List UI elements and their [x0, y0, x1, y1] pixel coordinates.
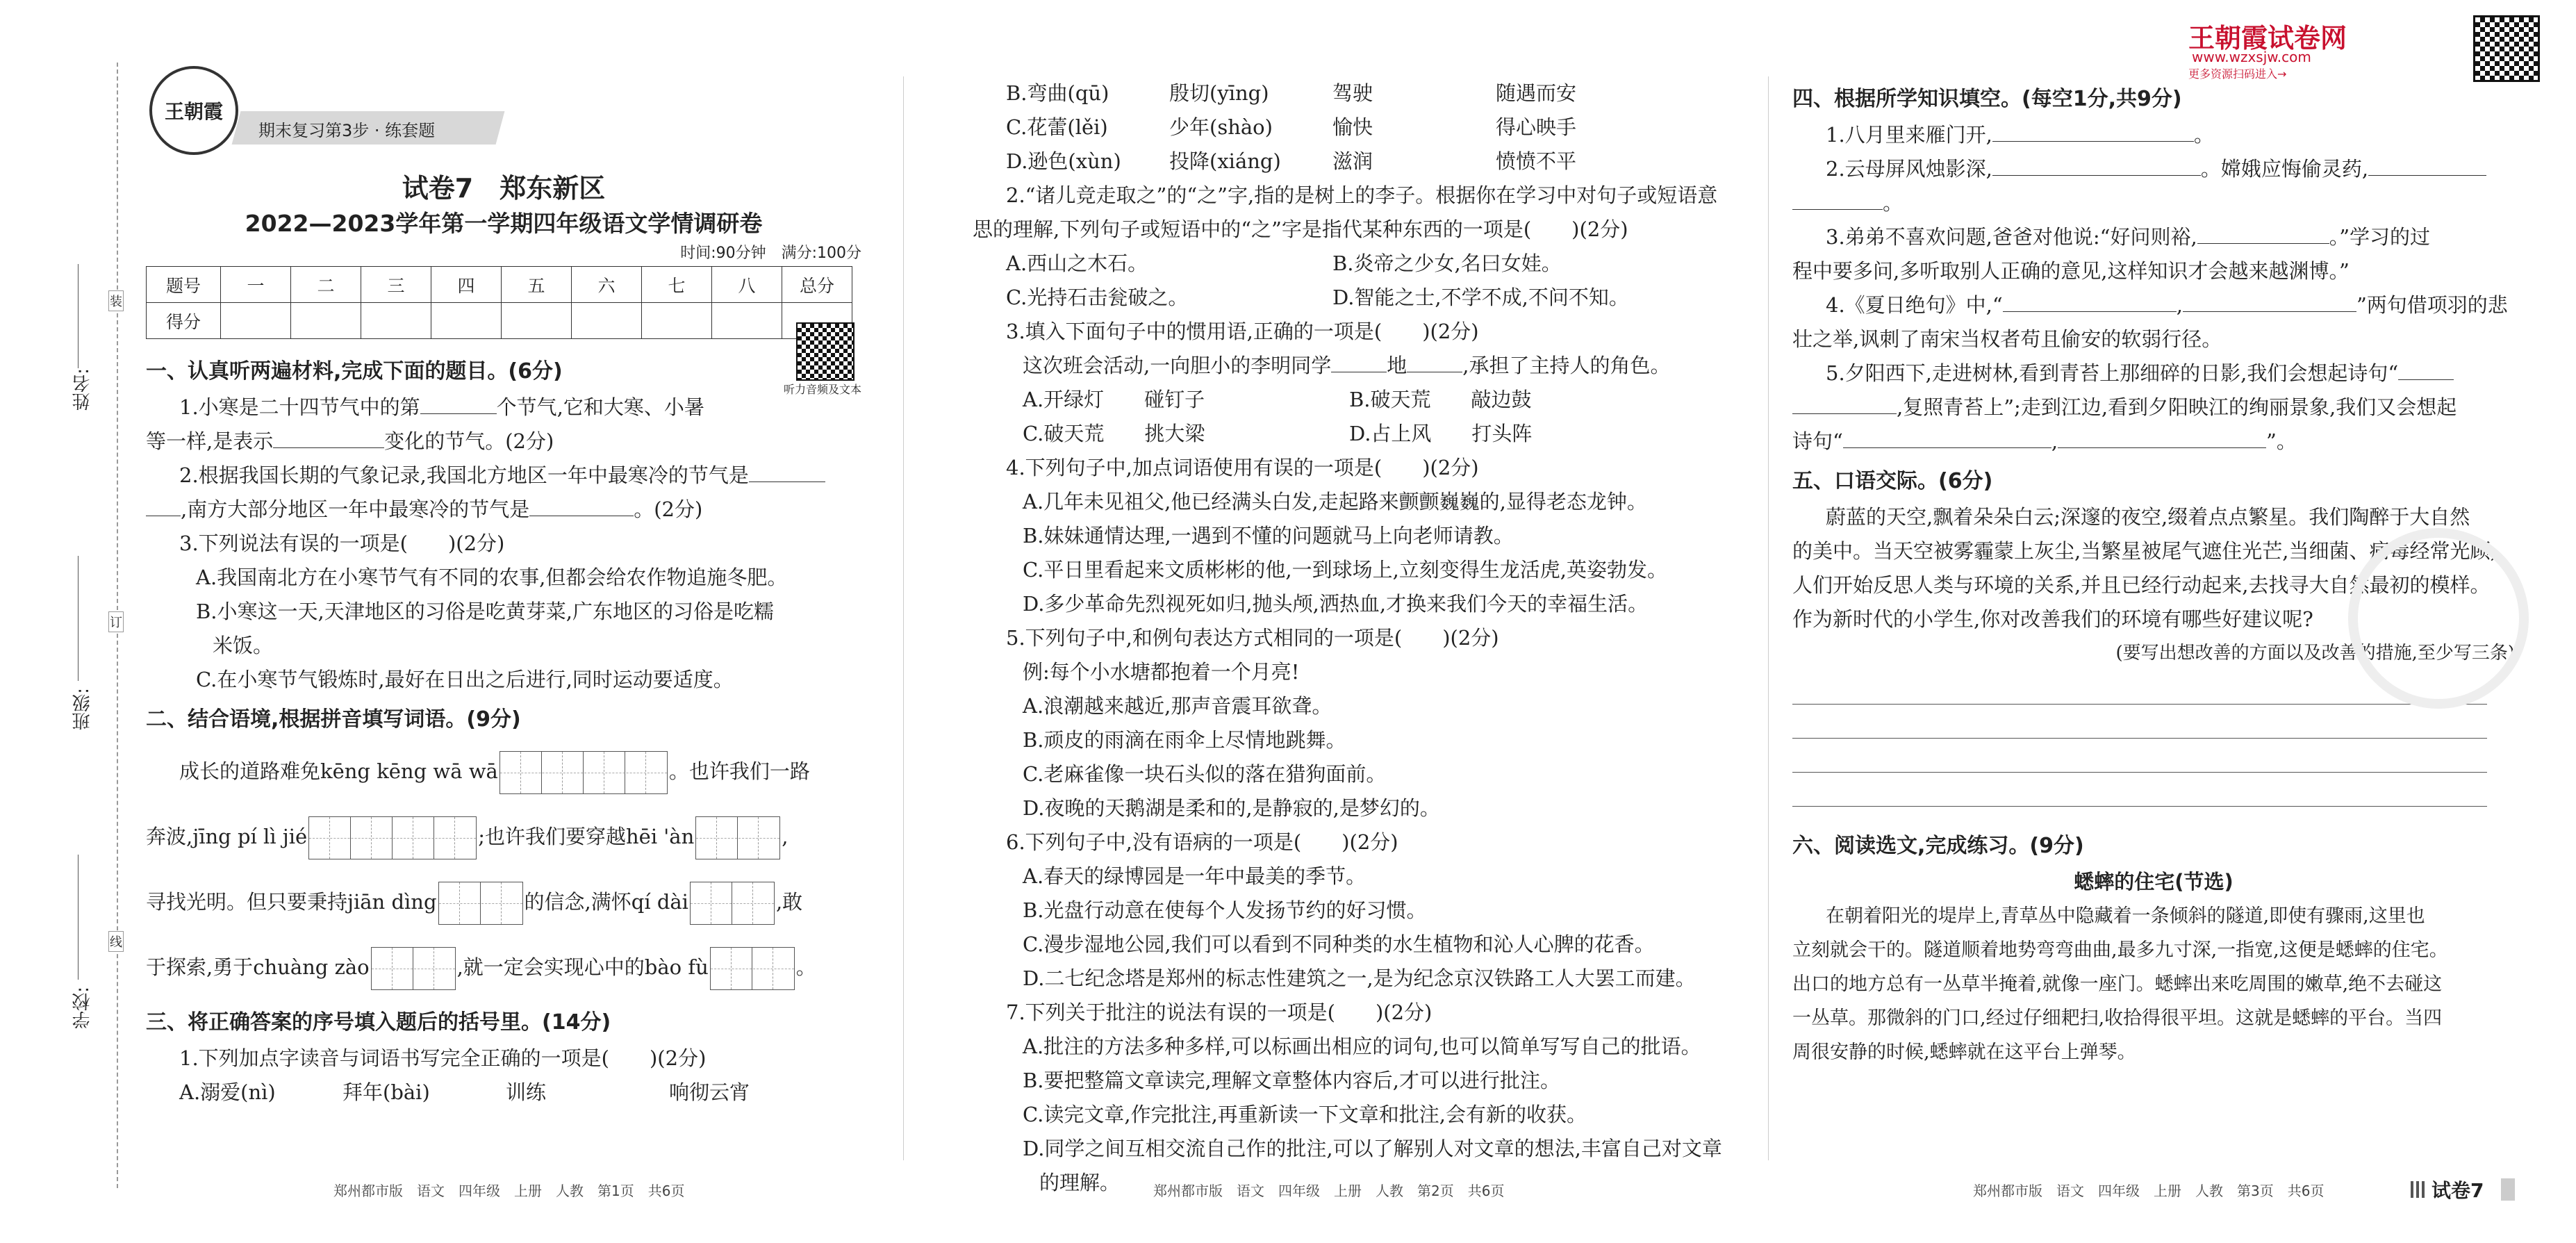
pinyin-line-2 [146, 804, 861, 869]
q4-2 [1792, 152, 2515, 186]
page-divider [1768, 76, 1769, 1160]
text: 成长的道路难免kēng kēng wā wā [179, 759, 498, 783]
q1-3-option-b-cont: 米饭。 [213, 634, 274, 657]
answer-blank[interactable] [749, 461, 825, 482]
q3-1: 1.下列加点字读音与词语书写完全正确的一项是( )(2分) [179, 1046, 707, 1070]
pinyin-writing-grid[interactable] [710, 947, 795, 990]
article-line: 在朝着阳光的堤岸上,青草丛中隐藏着一条倾斜的隧道,即使有骤雨,这里也 [1826, 905, 2425, 927]
answer-blank[interactable] [1331, 351, 1387, 372]
q4-5-cont [1792, 390, 2515, 425]
answer-blank[interactable] [1992, 154, 2201, 176]
text: , [2051, 429, 2058, 453]
s5-requirement: (要写出想改善的方面以及改善的措施,至少写三条) [2115, 643, 2515, 664]
text: 4.《夏日绝句》中,“ [1826, 293, 2003, 317]
text: 奔波,jīng pí lì jié [146, 825, 308, 848]
q3-7: 7.下列关于批注的说法有误的一项是( )(2分) [1006, 1001, 1433, 1024]
step-label: 期末复习第3步 · 练套题 [258, 121, 436, 140]
answer-line[interactable] [1792, 739, 2487, 773]
text: ”两句借项羽的悲 [2356, 293, 2508, 317]
q3-7-option-d: D.同学之间互相交流自己作的批注,可以了解别人对文章的想法,丰富自己对文章 [1023, 1137, 1722, 1160]
q3-5: 5.下列句子中,和例句表达方式相同的一项是( )(2分) [1006, 626, 1499, 650]
score-cell[interactable] [291, 303, 361, 339]
text: , [782, 825, 789, 848]
text: 3.弟弟不喜欢问题,爸爸对他说:“好问则裕, [1826, 225, 2197, 249]
score-cell[interactable] [431, 303, 502, 339]
answer-blank[interactable] [1792, 188, 1883, 210]
article-line: 周很安静的时候,蟋蟀就在这平台上弹琴。 [1792, 1042, 2136, 1063]
option: B.破天荒 敲边鼓 [1349, 388, 1532, 411]
option: C.破天荒 挑大梁 [1023, 422, 1205, 445]
q3-5-example: 例:每个小水塘都抱着一个月亮! [1023, 660, 1300, 684]
text: 等一样,是表示 [146, 429, 274, 453]
footer-tag-bar [2501, 1178, 2515, 1201]
q1-3-option-c: C.在小寒节气锻炼时,最好在日出之后进行,同时运动要适度。 [196, 668, 734, 691]
option-part: 随遇而安 [1496, 81, 1577, 105]
answer-blank[interactable] [2183, 290, 2356, 312]
q3-3-options-cd [973, 417, 1737, 451]
binding-mark-2: 订 [108, 611, 124, 632]
answer-blank[interactable] [1843, 427, 2051, 448]
text: 。”学习的过 [2329, 225, 2431, 249]
score-header-cell: 一 [221, 267, 291, 303]
score-header-cell: 六 [572, 267, 642, 303]
q1-3-option-a: A.我国南北方在小寒节气有不同的农事,但都会给农作物追施冬肥。 [196, 566, 788, 589]
s5-paragraph-line: 的美中。当天空被雾霾蒙上灰尘,当繁星被尾气遮住光芒,当细菌、病毒经常光顾, [1792, 539, 2497, 563]
page-divider [903, 76, 904, 1160]
qr-caption: 听力音频及文本 [783, 383, 861, 396]
option-part: 殷切(yīng) [1169, 81, 1269, 105]
answer-blank[interactable] [420, 393, 497, 414]
option-part: 训练 [506, 1080, 547, 1104]
q1-1 [146, 390, 861, 425]
answer-blank[interactable] [1992, 120, 2194, 142]
paper-title: 试卷7 郑东新区 [402, 173, 606, 204]
brand-name: 王朝霞试卷网 [2188, 23, 2347, 53]
pinyin-writing-grid[interactable] [371, 947, 456, 990]
q4-3 [1792, 220, 2515, 254]
q3-4-option-b: B.妹妹通情达理,一遇到不懂的问题就马上向老师请教。 [1023, 524, 1514, 548]
footer-paper-tag: 试卷7 [2431, 1179, 2484, 1202]
footer-page-3: 郑州都市版 语文 四年级 上册 人教 第3页 共6页 [1973, 1183, 2325, 1199]
q3-2-cont: 思的理解,下列句子或短语中的“之”字是指代某种东西的一项是( )(2分) [973, 217, 1628, 241]
watermark-seal-icon [2348, 528, 2529, 709]
score-header-cell: 四 [431, 267, 502, 303]
q4-5-cont2 [1792, 425, 2515, 459]
text: 。 [795, 955, 816, 979]
answer-line[interactable] [1792, 773, 2487, 807]
article-title: 蟋蟀的住宅(节选) [2074, 870, 2234, 894]
score-header-cell: 总分 [782, 267, 852, 303]
pinyin-line-3 [146, 869, 861, 935]
q1-1-cont [146, 425, 861, 459]
option-part: D.逊色(xùn) [1006, 149, 1121, 173]
q3-1-option-d [973, 145, 1737, 179]
score-cell[interactable] [712, 303, 782, 339]
q3-4: 4.下列句子中,加点词语使用有误的一项是( )(2分) [1006, 456, 1479, 479]
q3-4-option-a: A.几年未见祖父,他已经满头白发,走起路来颤颤巍巍的,显得老态龙钟。 [1023, 490, 1647, 513]
pinyin-line-4 [146, 935, 861, 1000]
option-part: 拜年(bài) [342, 1080, 430, 1104]
q3-3-options-ab [973, 383, 1737, 417]
score-table [146, 266, 852, 339]
option: C.光持石击瓮破之。 [1006, 286, 1189, 309]
pinyin-writing-grid[interactable] [695, 816, 780, 859]
q3-5-option-b: B.顽皮的雨滴在雨伞上尽情地跳舞。 [1023, 728, 1346, 752]
answer-blank[interactable] [529, 495, 634, 516]
q1-2-cont [146, 493, 861, 527]
q3-1-option-b [973, 76, 1737, 110]
text: 个节气,它和大寒、小暑 [496, 395, 704, 419]
q1-2 [146, 459, 861, 493]
s5-paragraph-line: 人们开始反思人类与环境的关系,并且已经行动起来,去找寻大自然最初的模样。 [1792, 573, 2491, 597]
time-score: 时间:90分钟 满分:100分 [680, 245, 861, 262]
text: 5.夕阳西下,走进树林,看到青苔上那细碎的日影,我们会想起诗句“ [1826, 361, 2399, 385]
option-part: C.花蕾(lěi) [1006, 115, 1108, 139]
q3-4-option-d: D.多少革命先烈视死如归,抛头颅,洒热血,才换来我们今天的幸福生活。 [1023, 592, 1649, 616]
text: 2.根据我国长期的气象记录,我国北方地区一年中最寒冷的节气是 [179, 463, 749, 487]
article-line: 立刻就会干的。隧道顺着地势弯弯曲曲,最多九寸深,一指宽,这便是蟋蟀的住宅。 [1792, 939, 2448, 961]
option: D.智能之士,不学不成,不问不知。 [1332, 286, 1629, 309]
q4-1 [1792, 118, 2515, 152]
option-part: 得心映手 [1496, 115, 1577, 139]
article-line: 一丛草。那微斜的门口,经过仔细耙扫,收拾得很平坦。这就是蟋蟀的平台。当四 [1792, 1007, 2443, 1029]
q3-6-option-a: A.春天的绿博园是一年中最美的季节。 [1023, 864, 1367, 888]
text: ,敢 [775, 890, 803, 914]
text: 地 [1387, 354, 1407, 377]
text: 寻找光明。但只要秉持jiān dìng [146, 890, 437, 914]
text: 于探索,勇于chuàng zào [146, 955, 370, 979]
s5-paragraph-line: 作为新时代的小学生,你对改善我们的环境有哪些好建议呢? [1792, 607, 2313, 631]
answer-blank[interactable] [146, 495, 181, 516]
q4-4 [1792, 288, 2515, 322]
text: 1.小寒是二十四节气中的第 [179, 395, 420, 419]
score-row [147, 303, 852, 339]
name-label: 姓名: [72, 368, 93, 411]
paper-subtitle: 2022—2023学年第一学期四年级语文学情调研卷 [245, 210, 763, 237]
section-1-title: 一、认真听两遍材料,完成下面的题目。(6分) [146, 359, 563, 384]
q1-3: 3.下列说法有误的一项是( )(2分) [179, 532, 505, 555]
q3-2-options-cd [973, 281, 1737, 315]
footer-page-1: 郑州都市版 语文 四年级 上册 人教 第1页 共6页 [333, 1183, 685, 1199]
section-5-title: 五、口语交际。(6分) [1792, 469, 1993, 493]
option: A.西山之木石。 [1006, 252, 1148, 275]
option-part: 愤愤不平 [1496, 149, 1577, 173]
text: 。 [2193, 123, 2214, 147]
q4-4-cont: 壮之举,讽刺了南宋当权者苟且偷安的软弱行径。 [1792, 327, 2222, 351]
q3-5-option-c: C.老麻雀像一块石头似的落在猎狗面前。 [1023, 762, 1387, 786]
s5-paragraph-line: 蔚蓝的天空,飘着朵朵白云;深邃的夜空,缀着点点繁星。我们陶醉于大自然 [1826, 505, 2470, 529]
brand-tagline: 更多资源扫码进入→ [2188, 67, 2287, 81]
q3-6-option-c: C.漫步湿地公园,我们可以看到不同种类的水生植物和沁人心脾的花香。 [1023, 932, 1655, 956]
answer-blank[interactable] [2197, 222, 2329, 244]
q3-7-option-a: A.批注的方法多种多样,可以标画出相应的词句,也可以简单写写自己的批语。 [1023, 1035, 1701, 1058]
logo-text: 王朝霞 [164, 100, 223, 123]
text: ,就一定会实现心中的bào fù [456, 955, 709, 979]
text: 的信念,满怀qí dài [524, 890, 688, 914]
pinyin-writing-grid[interactable] [438, 882, 523, 925]
q3-3: 3.填入下面句子中的惯用语,正确的一项是( )(2分) [1006, 320, 1479, 343]
pinyin-writing-grid[interactable] [499, 751, 668, 794]
section-4-title: 四、根据所学知识填空。(每空1分,共9分) [1792, 87, 2182, 111]
score-header-cell: 七 [642, 267, 712, 303]
text: 变化的节气。(2分) [384, 429, 554, 453]
q3-7-option-d-cont: 的理解。 [1039, 1171, 1121, 1194]
text: ”。 [2266, 429, 2297, 453]
brand-qr-icon[interactable] [2473, 15, 2540, 82]
score-cell[interactable] [642, 303, 712, 339]
score-cell[interactable] [502, 303, 572, 339]
answer-blank[interactable] [1792, 393, 1897, 414]
q3-7-option-c: C.读完文章,作完批注,再重新读一下文章和批注,会有新的收获。 [1023, 1103, 1587, 1126]
answer-blank[interactable] [2003, 290, 2177, 312]
answer-blank[interactable] [2368, 154, 2486, 176]
text: , [2176, 293, 2183, 317]
footer-stripe [2411, 1181, 2426, 1198]
q3-5-option-a: A.浪潮越来越近,那声音震耳欲聋。 [1023, 694, 1332, 718]
score-header-row [147, 267, 852, 303]
q3-7-option-b: B.要把整篇文章读完,理解文章整体内容后,才可以进行批注。 [1023, 1069, 1560, 1092]
class-field-line[interactable] [78, 556, 79, 681]
q3-1-option-c [973, 110, 1737, 145]
pinyin-writing-grid[interactable] [690, 882, 775, 925]
score-cell[interactable] [572, 303, 642, 339]
class-label: 班级: [72, 688, 93, 730]
text: 。 [1883, 191, 1904, 215]
text: ;也许我们要穿越hēi 'àn [478, 825, 695, 848]
column-page-1 [146, 76, 861, 1110]
option-part: 驾驶 [1332, 81, 1373, 105]
text: 。(2分) [634, 497, 703, 521]
answer-blank[interactable] [273, 427, 384, 448]
score-header-cell: 二 [291, 267, 361, 303]
column-page-2 [973, 76, 1737, 1200]
binding-mark-1: 装 [108, 290, 124, 311]
text: 诗句“ [1792, 429, 1843, 453]
text: ,承担了主持人的角色。 [1462, 354, 1671, 377]
text: 这次班会活动,一向胆小的李明同学 [1023, 354, 1332, 377]
score-header-cell: 八 [712, 267, 782, 303]
pinyin-line-1 [146, 739, 861, 804]
q3-6-option-d: D.二七纪念塔是郑州的标志性建筑之一,是为纪念京汉铁路工人大罢工而建。 [1023, 966, 1696, 990]
brand-url: www.wzxsjw.com [2192, 49, 2311, 65]
answer-line[interactable] [1792, 705, 2487, 739]
answer-blank[interactable] [2058, 427, 2266, 448]
option-part: 少年(shào) [1169, 115, 1273, 139]
option-part: 投降(xiáng) [1169, 149, 1281, 173]
score-header-cell: 题号 [147, 267, 221, 303]
score-header-cell: 五 [502, 267, 572, 303]
q3-5-option-d: D.夜晚的天鹅湖是柔和的,是静寂的,是梦幻的。 [1023, 796, 1440, 820]
answer-blank[interactable] [2398, 359, 2454, 380]
q3-6-option-b: B.光盘行动意在使每个人发扬节约的好习惯。 [1023, 898, 1427, 922]
text: 2.云母屏风烛影深, [1826, 157, 1992, 181]
option: D.占上风 打头阵 [1349, 422, 1533, 445]
score-row-label: 得分 [147, 303, 221, 339]
school-label: 学校: [72, 987, 93, 1029]
pinyin-writing-grid[interactable] [308, 816, 477, 859]
text: ,南方大部分地区一年中最寒冷的节气是 [181, 497, 530, 521]
q3-2: 2.“诸儿竞走取之”的“之”字,指的是树上的李子。根据你在学习中对句子或短语意 [1006, 183, 1718, 207]
score-cell[interactable] [361, 303, 431, 339]
option-part: 响彻云宵 [669, 1080, 750, 1104]
section-3-title: 三、将正确答案的序号填入题后的括号里。(14分) [146, 1010, 611, 1035]
q4-3-cont: 程中要多问,多听取别人正确的意见,这样知识才会越来越渊博。” [1792, 259, 2350, 283]
q3-3-sentence [973, 349, 1737, 383]
q1-3-option-b: B.小寒这一天,天津地区的习俗是吃黄芽菜,广东地区的习俗是吃糯 [196, 600, 774, 623]
q3-6: 6.下列句子中,没有语病的一项是( )(2分) [1006, 830, 1398, 854]
q3-1-option-a [146, 1076, 861, 1110]
section-2-title: 二、结合语境,根据拼音填写词语。(9分) [146, 707, 521, 732]
option-part: 滋润 [1332, 149, 1373, 173]
option: A.开绿灯 碰钉子 [1023, 388, 1205, 411]
q4-2-cont [1792, 186, 2515, 220]
q3-2-options-ab [973, 247, 1737, 281]
text: ,复照青苔上”;走到江边,看到夕阳映江的绚丽景象,我们又会想起 [1897, 395, 2457, 419]
q3-4-option-c: C.平日里看起来文质彬彬的他,一到球场上,立刻变得生龙活虎,英姿勃发。 [1023, 558, 1668, 582]
score-cell[interactable] [221, 303, 291, 339]
text: 1.八月里来雁门开, [1826, 123, 1992, 147]
option-part: A.溺爱(nì) [179, 1080, 276, 1104]
section-6-title: 六、阅读选文,完成练习。(9分) [1792, 834, 2084, 858]
text: 。也许我们一路 [668, 759, 810, 783]
text: 。嫦娥应悔偷灵药, [2200, 157, 2369, 181]
answer-blank[interactable] [1407, 351, 1462, 372]
option-part: B.弯曲(qū) [1006, 81, 1109, 105]
score-header-cell: 三 [361, 267, 431, 303]
q4-5 [1792, 356, 2515, 390]
footer-page-2: 郑州都市版 语文 四年级 上册 人教 第2页 共6页 [1153, 1183, 1505, 1199]
audio-qr-icon[interactable] [796, 322, 854, 381]
name-field-line[interactable] [78, 264, 79, 368]
option-part: 愉快 [1332, 115, 1373, 139]
article-line: 出口的地方总有一丛草半掩着,就像一座门。蟋蟀出来吃周围的嫩草,绝不去碰这 [1792, 973, 2443, 995]
option: B.炎帝之少女,名曰女娃。 [1332, 252, 1562, 275]
school-field-line[interactable] [78, 855, 79, 980]
binding-mark-3: 线 [108, 931, 124, 952]
